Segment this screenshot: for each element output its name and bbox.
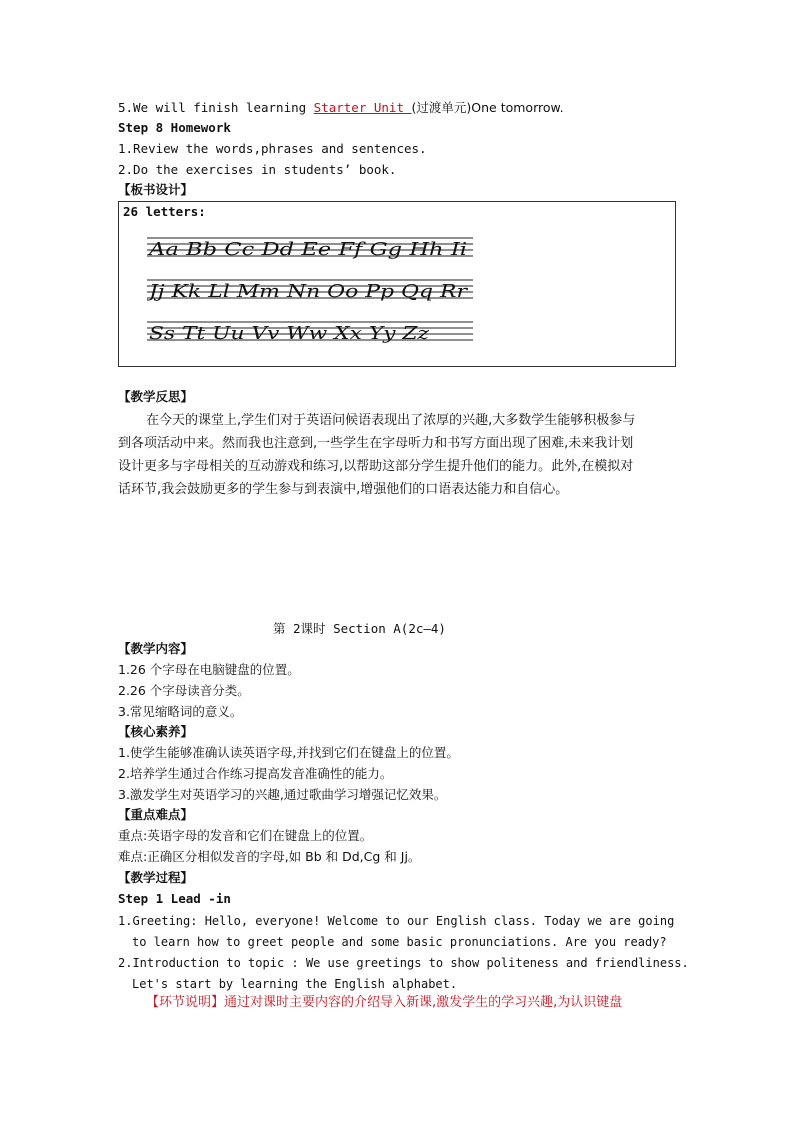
- handwriting-sample: [147, 230, 477, 363]
- line5-prefix: 5.We will finish learning: [118, 100, 314, 115]
- content-item-1: 1.26 个字母在电脑键盘的位置。: [118, 662, 300, 677]
- handwriting-row-1: Aa Bb Cc Dd Ee Ff Gg Hh Ii: [147, 239, 467, 260]
- board-title: 26 letters:: [123, 204, 206, 219]
- note-label: 【环节说明】: [146, 995, 225, 1010]
- content-item-2: 2.26 个字母读音分类。: [118, 683, 250, 698]
- lesson2-title: 第 2课时 Section A(2c—4): [273, 621, 446, 636]
- key-point: 重点:英语字母的发音和它们在键盘上的位置。: [118, 828, 373, 843]
- process-heading: 【教学过程】: [118, 870, 194, 885]
- homework-line-5: [118, 99, 564, 117]
- difficult-point: 难点:正确区分相似发音的字母,如 Bb 和 Dd,Cg 和 Jj。: [118, 849, 421, 864]
- step8-heading: Step 8 Homework: [118, 120, 231, 135]
- core-heading: 【核心素养】: [118, 724, 194, 739]
- homework-item-2: 2.Do the exercises in students’ book.: [118, 162, 397, 177]
- note-text: 通过对课时主要内容的介绍导入新课,激发学生的学习兴趣,为认识键盘: [224, 995, 623, 1010]
- line5-suffix: (过渡单元)One tomorrow.: [411, 100, 564, 115]
- key-heading: 【重点难点】: [118, 807, 194, 822]
- core-item-3: 3.激发学生对英语学习的兴趣,通过歌曲学习增强记忆效果。: [118, 787, 447, 802]
- intro-paragraph: 2.Introduction to topic : We use greetings to show politeness and friendliness. Let's start by learning the English alphabet.: [118, 956, 689, 991]
- starter-unit-link[interactable]: Starter Unit: [313, 100, 412, 115]
- core-item-1: 1.使学生能够准确认读英语字母,并找到它们在键盘上的位置。: [118, 745, 459, 760]
- blackboard-design-box: [118, 201, 676, 367]
- handwriting-row-2: Jj Kk Ll Mm Nn Oo Pp Qq Rr: [147, 281, 469, 302]
- reflection-heading: 【教学反思】: [118, 389, 194, 404]
- content-item-3: 3.常见缩略词的意义。: [118, 704, 243, 719]
- handwriting-lines-svg: [147, 230, 477, 358]
- board-design-heading: 【板书设计】: [118, 182, 194, 197]
- step1-heading: Step 1 Lead -in: [118, 891, 231, 906]
- homework-item-1: 1.Review the words,phrases and sentences.: [118, 141, 427, 156]
- step-note: [146, 994, 622, 1012]
- greeting-paragraph: 1.Greeting: Hello, everyone! Welcome to our English class. Today we are going to learn how to greet people and some basic pronunciations. Are you ready?: [118, 914, 675, 949]
- core-item-2: 2.培养学生通过合作练习提高发音准确性的能力。: [118, 766, 393, 781]
- reflection-paragraph: 在今天的课堂上,学生们对于英语问候语表现出了浓厚的兴趣,大多数学生能够积极参与到各项活动中来。然而我也注意到,一些学生在字母听力和书写方面出现了困难,未来我计划设计更多与字母相关的互动游戏和练习,以帮助这部分学生提升他们的能力。此外,在模拟对话环节,我会鼓励更多的学生参与到表演中,增强他们的口语表达能力和自信心。: [118, 413, 636, 497]
- handwriting-row-3: Ss Tt Uu Vv Ww Xx Yy Zz: [149, 323, 430, 344]
- content-heading: 【教学内容】: [118, 641, 194, 656]
